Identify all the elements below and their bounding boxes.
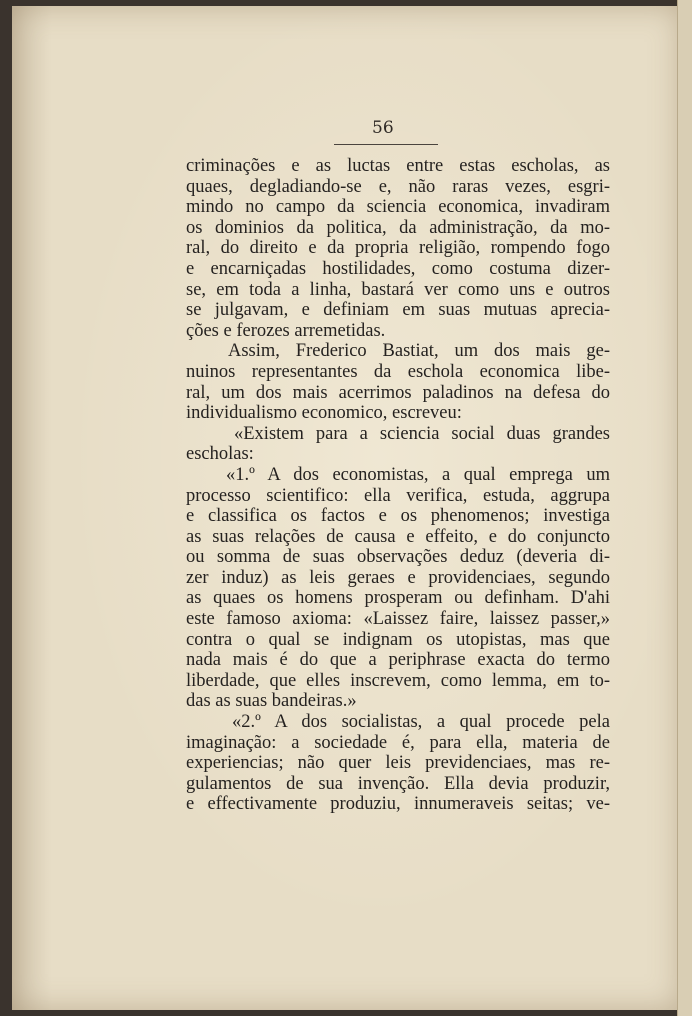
next-page-edge	[677, 0, 692, 1016]
text-line: zer induz) as leis geraes e providenciaes, segundo	[186, 567, 610, 588]
text-line: liberdade, que elles inscrevem, como lemma, em to-	[186, 670, 610, 691]
text-line: gulamentos de sua invenção. Ella devia produzir,	[186, 773, 610, 794]
text-line: mindo no campo da sciencia economica, invadiram	[186, 197, 610, 218]
text-line: imaginação: a sociedade é, para ella, materia de	[186, 732, 610, 753]
text-line: este famoso axioma: «Laissez faire, laissez passer,»	[186, 609, 610, 630]
text-line: nada mais é do que a periphrase exacta do termo	[186, 650, 610, 671]
text-line: as quaes os homens prosperam ou definham. D'ahi	[186, 588, 610, 609]
text-line: nuinos representantes da eschola economica libe-	[186, 361, 610, 382]
text-line: experiencias; não quer leis previdenciaes, mas re-	[186, 753, 610, 774]
text-line: criminações e as luctas entre estas escholas, as	[186, 156, 610, 176]
body-text	[186, 156, 610, 815]
text-line: contra o qual se indignam os utopistas, mas que	[186, 629, 610, 650]
text-line: e classifica os factos e os phenomenos; investiga	[186, 506, 610, 527]
text-line: ral, do direito e da propria religião, rompendo fogo	[186, 238, 610, 259]
text-line: Assim, Frederico Bastiat, um dos mais ge-	[228, 341, 610, 362]
text-line: individualismo economico, escreveu:	[186, 403, 462, 424]
text-line: e effectivamente produziu, innumeraveis seitas; ve-	[186, 794, 610, 815]
text-line: ções e ferozes arremetidas.	[186, 320, 386, 341]
text-line: e encarniçadas hostilidades, como costuma dizer-	[186, 258, 610, 279]
text-line: «2.º A dos socialistas, a qual procede pela	[232, 712, 610, 733]
text-line: «1.º A dos economistas, a qual emprega um	[226, 464, 610, 485]
text-line: processo scientifico: ella verifica, estuda, aggrupa	[186, 485, 610, 506]
text-line: «Existem para a sciencia social duas grandes	[234, 423, 610, 444]
text-line: escholas:	[186, 444, 254, 465]
text-line: se julgavam, e definiam em suas mutuas aprecia-	[186, 300, 610, 321]
text-line: ou somma de suas observações deduz (deveria di-	[186, 547, 610, 568]
page-number: 56	[372, 118, 394, 138]
text-line: se, em toda a linha, bastará ver como uns e outros	[186, 279, 610, 300]
header-rule	[334, 144, 438, 145]
text-line: os dominios da politica, da administração, da mo-	[186, 217, 610, 238]
text-line: as suas relações de causa e effeito, e do conjuncto	[186, 526, 610, 547]
text-line: das as suas bandeiras.»	[186, 691, 357, 712]
book-page	[12, 6, 680, 1010]
text-line: ral, um dos mais acerrimos paladinos na defesa do	[186, 382, 610, 403]
text-line: quaes, degladiando-se e, não raras vezes, esgri-	[186, 176, 610, 197]
